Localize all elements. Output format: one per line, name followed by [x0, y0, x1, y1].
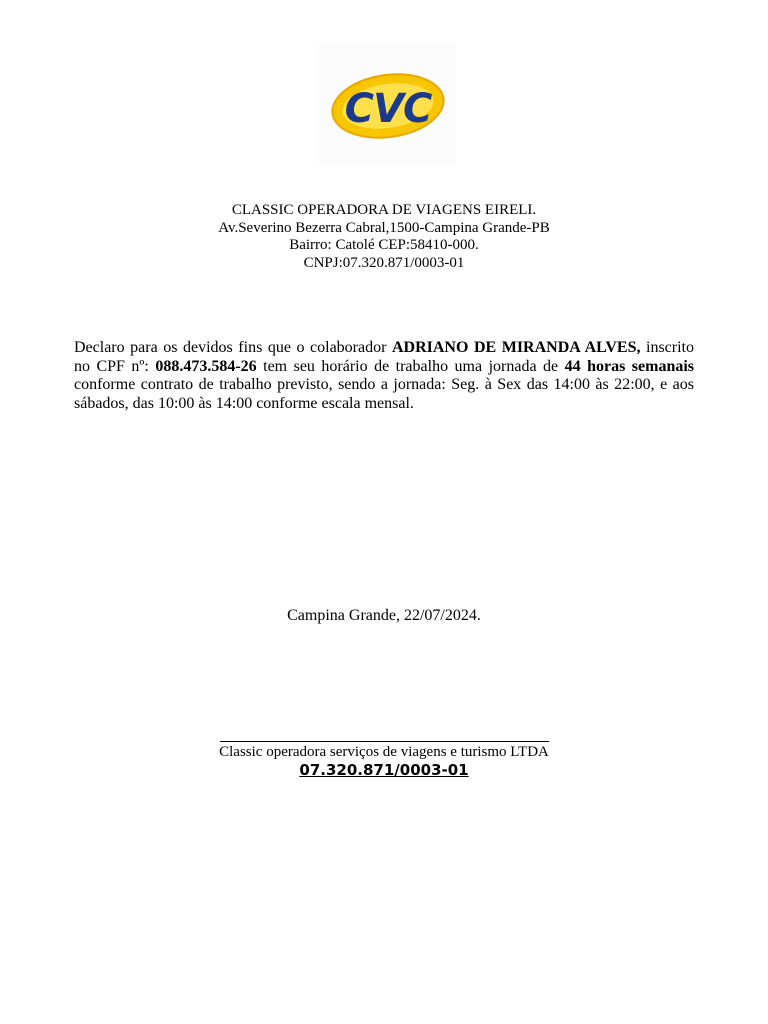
- signature-company: Classic operadora serviços de viagens e turismo LTDA: [219, 744, 549, 760]
- signature-line: [220, 741, 549, 742]
- company-address: Av.Severino Bezerra Cabral,1500-Campina Grande-PB: [218, 219, 550, 236]
- employee-name: ADRIANO DE MIRANDA ALVES,: [391, 339, 641, 356]
- declaration-text-1: Declaro para os devidos fins que o colaborador: [74, 339, 392, 356]
- cvc-logo-icon: [318, 42, 456, 166]
- declaration-text-4: conforme contrato de trabalho previsto, sendo a jornada: Seg. à Sex das 14:00 às 22:00, e aos sábados, das 10:00 às 14:00 conforme escala mensal.: [74, 376, 694, 412]
- company-logo: [318, 42, 456, 166]
- declaration-text-3: tem seu horário de trabalho uma jornada de: [256, 357, 565, 375]
- company-header: [0, 202, 768, 272]
- signature-block: [0, 726, 768, 779]
- declaration-text-2: inscrito no CPF nº:: [74, 339, 694, 375]
- signature-cnpj: 07.320.871/0003-01: [299, 761, 469, 779]
- company-cnpj: CNPJ:07.320.871/0003-01: [303, 254, 465, 271]
- declaration-paragraph: [74, 339, 694, 413]
- employee-cpf: 088.473.584-26: [155, 357, 257, 375]
- company-district: Bairro: Catolé CEP:58410-000.: [289, 237, 479, 253]
- logo-text: CVC: [344, 86, 432, 132]
- company-name: CLASSIC OPERADORA DE VIAGENS EIRELI.: [231, 202, 537, 218]
- place-date: Campina Grande, 22/07/2024.: [287, 607, 481, 624]
- work-hours: 44 horas semanais: [564, 357, 695, 375]
